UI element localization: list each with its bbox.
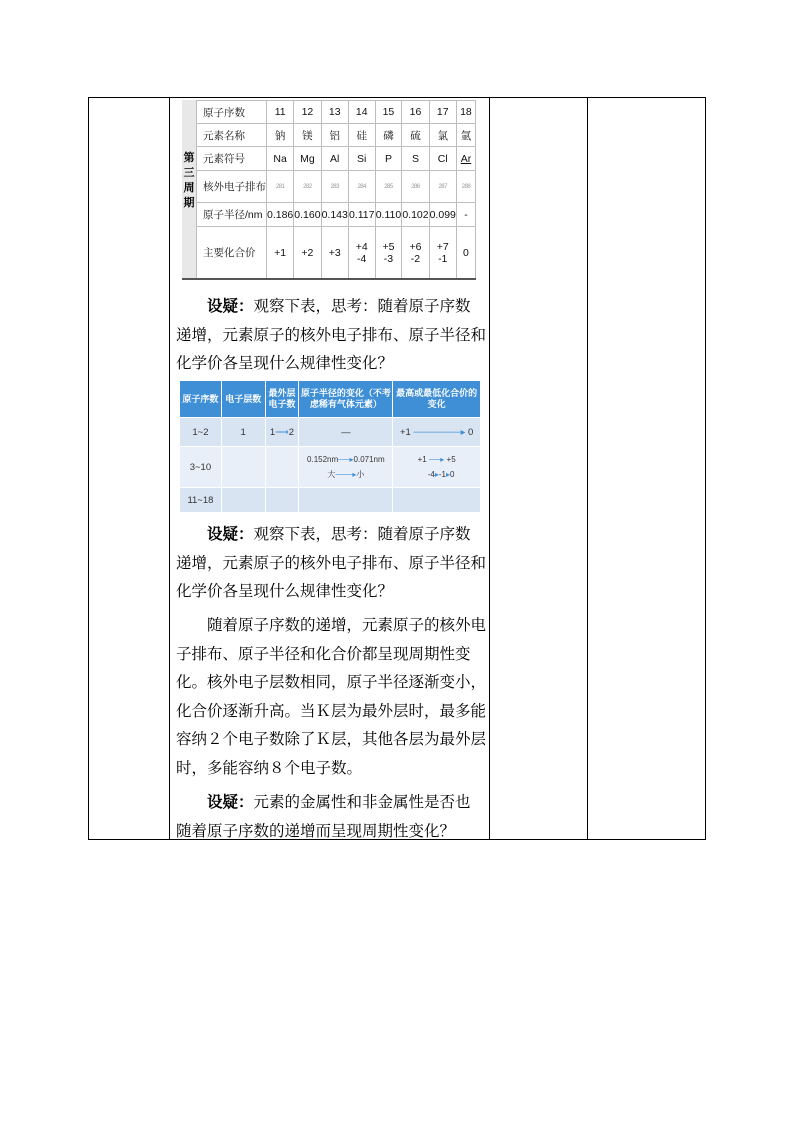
valence-top: +3: [328, 246, 341, 259]
valence-top: +5: [382, 240, 395, 253]
valence-bottom: -1: [438, 252, 448, 265]
row-element-name: [197, 124, 476, 147]
column-divider: [169, 98, 170, 839]
header-cell: 最外层电子数: [265, 381, 299, 418]
header-cell: 原子序数: [180, 381, 222, 418]
row-label: 元素名称: [197, 124, 267, 147]
value: +1: [399, 426, 411, 438]
cell: 1~2: [180, 418, 222, 447]
electron-shell-diagram: 284: [348, 171, 375, 203]
question-paragraph-1: [176, 292, 486, 378]
valence-top: +7: [436, 240, 449, 253]
cell: 16: [402, 101, 429, 124]
value: 1: [269, 426, 276, 438]
cell: [321, 227, 348, 279]
cell: Cl: [429, 147, 456, 171]
table-row: [180, 418, 481, 447]
electron-shell-diagram: 286: [402, 171, 429, 203]
header-cell: 电子层数: [221, 381, 265, 418]
cell: 镁: [294, 124, 321, 147]
row-label: 元素符号: [197, 147, 267, 171]
electron-shell-diagram: 282: [294, 171, 321, 203]
valence-top: +2: [301, 246, 314, 259]
cell: 11: [267, 101, 294, 124]
row-valence: [197, 227, 476, 279]
row-electron-config: [197, 171, 476, 203]
cell: 硅: [348, 124, 375, 147]
arrow-icon: ▸: [445, 470, 450, 479]
arrow-icon: ──▸: [338, 455, 354, 464]
period3-table-image: [182, 100, 476, 280]
cell: 13: [321, 101, 348, 124]
period-label-text: 第三周期: [183, 151, 195, 209]
cell: 18: [456, 101, 475, 124]
valence-top: +6: [409, 240, 422, 253]
valence-top: +4: [355, 240, 368, 253]
cell: 0.160: [294, 203, 321, 227]
cell: -: [456, 203, 475, 227]
cell: S: [402, 147, 429, 171]
question-text: 观察下表，思考：随着原子序数递增，元素原子的核外电子排布、原子半径和化学价各呈现什么规律性变化？: [176, 525, 487, 600]
cell: 钠: [267, 124, 294, 147]
row-atomic-radius: [197, 203, 476, 227]
electron-shell-diagram: 288: [456, 171, 475, 203]
cell: 15: [375, 101, 402, 124]
electron-shell-diagram: 281: [267, 171, 294, 203]
cell: 铝: [321, 124, 348, 147]
table-row: [180, 488, 481, 513]
cell: [402, 227, 429, 279]
cell: Si: [348, 147, 375, 171]
cell: 0.186: [267, 203, 294, 227]
value: 0: [468, 426, 474, 438]
cell: 14: [348, 101, 375, 124]
cell: [348, 227, 375, 279]
cell: 3~10: [180, 447, 222, 488]
cell: 17: [429, 101, 456, 124]
cell: [265, 447, 299, 488]
table-bottom-rule: [182, 278, 476, 280]
question-label: 设疑：: [207, 296, 254, 315]
cell: [294, 227, 321, 279]
column-divider: [489, 98, 490, 839]
cell: 11~18: [180, 488, 222, 513]
header-cell: 原子半径的变化（不考虑稀有气体元素）: [299, 381, 393, 418]
cell: [375, 227, 402, 279]
electron-shell-diagram: 287: [429, 171, 456, 203]
trend-table-header: [180, 381, 481, 418]
arrow-icon: ⟶: [275, 426, 289, 438]
question-paragraph-3: [176, 788, 486, 845]
cell: 氩: [456, 124, 475, 147]
value: 小: [356, 470, 365, 479]
cell: 0.143: [321, 203, 348, 227]
answer-paragraph: [176, 611, 486, 782]
cell: [221, 488, 265, 513]
arrow-icon: ───────▸: [410, 426, 468, 438]
row-atomic-number: [197, 101, 476, 124]
header-cell: 最高或最低化合价的变化: [393, 381, 481, 418]
cell: 1: [221, 418, 265, 447]
cell: 0.117: [348, 203, 375, 227]
cell: [221, 447, 265, 488]
cell: [265, 488, 299, 513]
value: 2: [288, 426, 295, 438]
cell: [393, 447, 481, 488]
cell: [393, 418, 481, 447]
arrow-icon: ──▸: [426, 455, 447, 464]
trend-table: [179, 380, 481, 513]
cell: Na: [267, 147, 294, 171]
cell: Mg: [294, 147, 321, 171]
value: 大: [327, 470, 336, 479]
row-label: 原子半径/nm: [197, 203, 267, 227]
cell: [267, 227, 294, 279]
value: 0: [450, 470, 455, 479]
answer-text: 随着原子序数的递增，元素原子的核外电子排布、原子半径和化合价都呈现周期性变化。核外电子层数相同，原子半径逐渐变小，化合价逐渐升高。当Ｋ层为最外层时，最多能容纳２个电子数除了Ｋ层，其他各层为最外层时，多能容纳８个电子数。: [176, 616, 487, 777]
period3-table: [196, 100, 476, 279]
cell: —: [299, 418, 393, 447]
table-row: [180, 447, 481, 488]
cell: 12: [294, 101, 321, 124]
arrow-icon: ▸: [434, 470, 439, 479]
value: 0.071nm: [353, 455, 385, 464]
question-label: 设疑：: [207, 524, 254, 543]
value: -4: [427, 470, 435, 479]
electron-shell-diagram: 285: [375, 171, 402, 203]
valence-bottom: -4: [357, 252, 367, 265]
arrow-icon: ───▸: [335, 470, 357, 479]
valence-top: +1: [274, 246, 287, 259]
cell: 氯: [429, 124, 456, 147]
cell: Ar: [456, 147, 475, 171]
cell: 0.099: [429, 203, 456, 227]
cell: 磷: [375, 124, 402, 147]
question-text: 元素的金属性和非金属性是否也随着原子序数的递增而呈现周期性变化？: [176, 793, 471, 840]
valence-bottom: -2: [410, 252, 421, 265]
electron-shell-diagram: 283: [321, 171, 348, 203]
row-element-symbol: [197, 147, 476, 171]
valence-top: 0: [463, 246, 469, 259]
question-paragraph-2: [176, 520, 486, 606]
value: 0.152nm: [307, 455, 339, 464]
cell: [393, 488, 481, 513]
cell: [429, 227, 456, 279]
period-label: [182, 150, 196, 210]
row-label: 主要化合价: [197, 227, 267, 279]
question-label: 设疑：: [207, 792, 254, 811]
cell: P: [375, 147, 402, 171]
cell: [299, 447, 393, 488]
row-label: 原子序数: [197, 101, 267, 124]
cell: 硫: [402, 124, 429, 147]
row-label: 核外电子排布: [197, 171, 267, 203]
lesson-table: [88, 97, 706, 840]
cell: [265, 418, 299, 447]
cell: 0.110: [375, 203, 402, 227]
cell: 0.102: [402, 203, 429, 227]
value: +1: [417, 455, 427, 464]
cell: [299, 488, 393, 513]
cell: [456, 227, 475, 279]
value: -1: [438, 470, 446, 479]
column-divider: [587, 98, 588, 839]
value: +5: [446, 455, 456, 464]
valence-bottom: -3: [383, 252, 394, 265]
question-text: 观察下表，思考：随着原子序数递增，元素原子的核外电子排布、原子半径和化学价各呈现什么规律性变化？: [176, 297, 487, 372]
cell: Al: [321, 147, 348, 171]
